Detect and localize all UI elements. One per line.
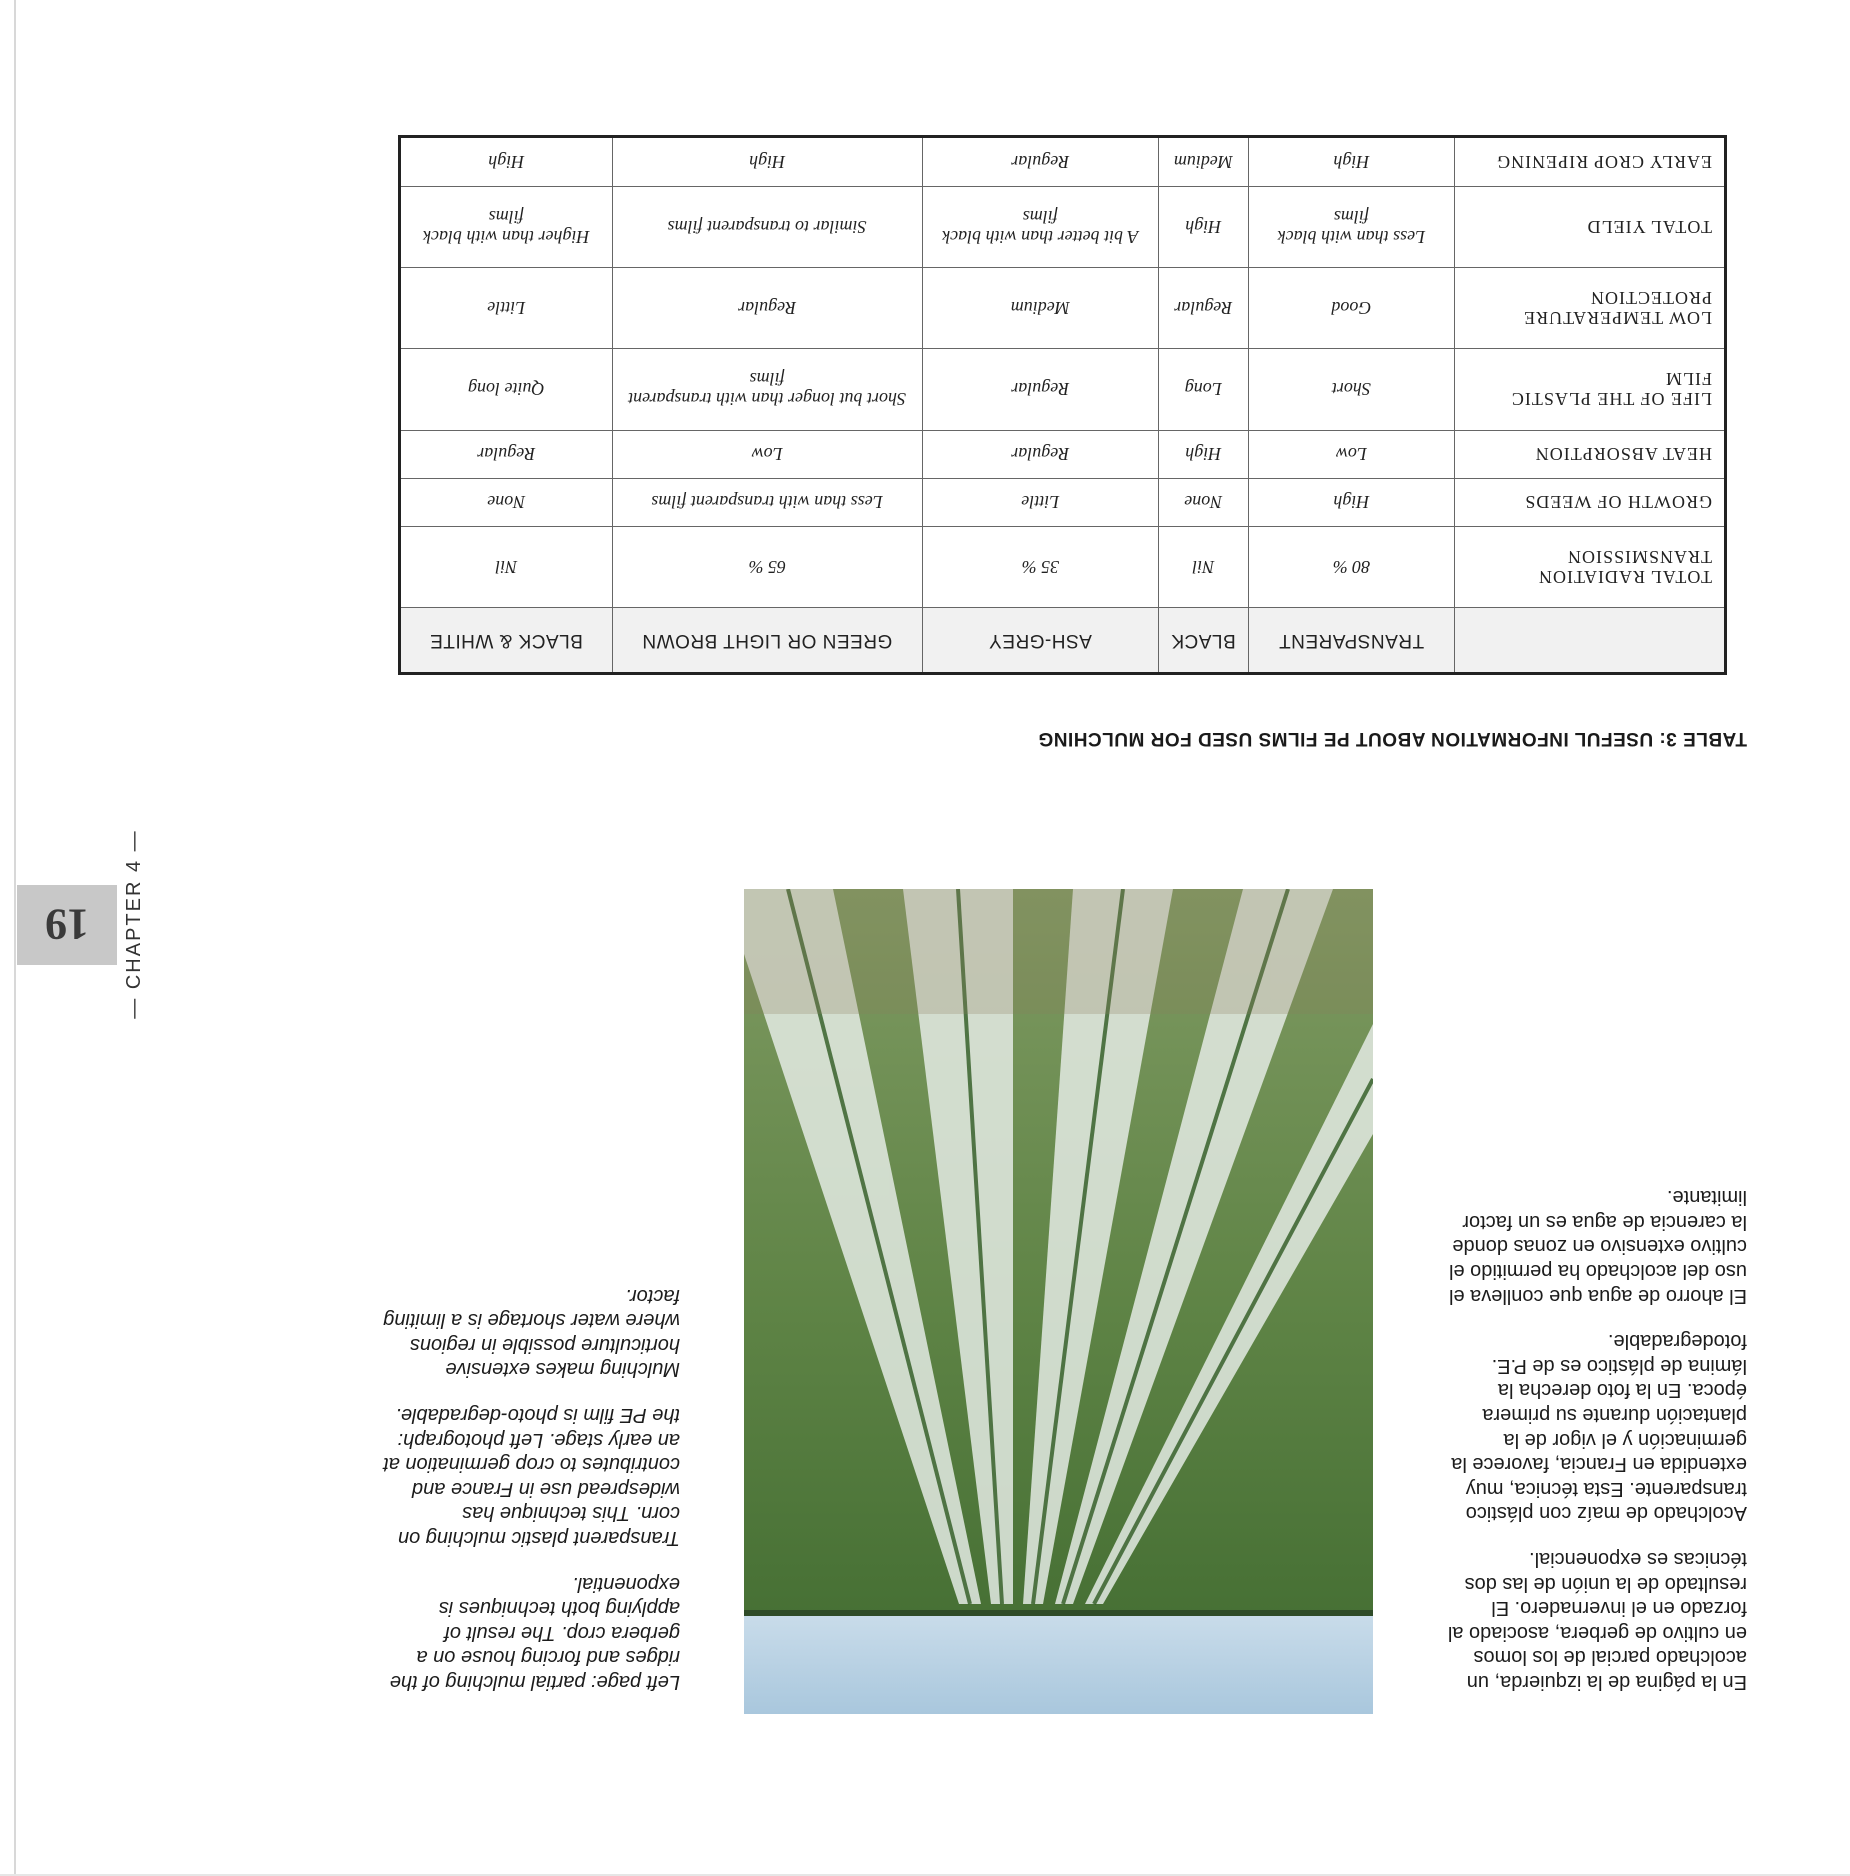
table-cell: Medium — [922, 268, 1158, 349]
table-cell: Regular — [922, 137, 1158, 187]
pe-films-table — [398, 135, 1727, 675]
row-label: LOW TEMPERATURE PROTECTION — [1455, 268, 1726, 349]
row-label: GROWTH OF WEEDS — [1455, 478, 1726, 526]
table-cell: Regular — [612, 268, 922, 349]
table-cell: Long — [1158, 349, 1248, 430]
table-cell: Regular — [922, 349, 1158, 430]
table-cell: Low — [612, 430, 922, 478]
table-cell: 80 % — [1248, 526, 1454, 607]
english-paragraph: Mulching makes extensive horticulture possible in regions where water shortage is a limiting factor. — [383, 1284, 680, 1381]
header-cell-transparent: TRANSPARENT — [1248, 608, 1454, 674]
row-label: TOTAL YIELD — [1455, 186, 1726, 267]
table-cell: Short — [1248, 349, 1454, 430]
table-cell: High — [400, 137, 613, 187]
table-cell: High — [1248, 137, 1454, 187]
table-cell: Little — [400, 268, 613, 349]
table-cell: A bit better than with black films — [922, 186, 1158, 267]
table-cell: None — [400, 478, 613, 526]
header-cell-black-and-white: BLACK & WHITE — [400, 608, 613, 674]
table-row — [400, 137, 1726, 187]
spanish-paragraph: En la página de la izquierda, un acolchado parcial de los lomos en cultivo de gerbera, asociado al forzado en el invernadero. El resultado de la unión de las dos técnicas es exponencial. — [1447, 1548, 1747, 1693]
corn-mulch-photo — [744, 889, 1373, 1714]
row-label: TOTAL RADIATION TRANSMISSION — [1455, 526, 1726, 607]
header-cell-ash-grey: ASH-GREY — [922, 608, 1158, 674]
table-cell: High — [1158, 430, 1248, 478]
english-paragraph: Left page: partial mulching of the ridges and forcing house on a gerbera crop. The result of applying both techniques is exponential. — [389, 1572, 680, 1693]
row-label: EARLY CROP RIPENING — [1455, 137, 1726, 187]
table-cell: Similar to transparent films — [612, 186, 922, 267]
english-caption-column — [380, 1262, 680, 1694]
table-cell: Low — [1248, 430, 1454, 478]
header-cell-black: BLACK — [1158, 608, 1248, 674]
table-row — [400, 349, 1726, 430]
page-number: 19 — [45, 900, 89, 950]
row-label: LIFE OF THE PLASTIC FILM — [1455, 349, 1726, 430]
table-cell: Quite long — [400, 349, 613, 430]
table-row — [400, 186, 1726, 267]
table-cell: Nil — [400, 526, 613, 607]
table-cell: None — [1158, 478, 1248, 526]
soil-foreground — [744, 889, 1373, 1014]
table-cell: Medium — [1158, 137, 1248, 187]
table-cell: High — [1158, 186, 1248, 267]
table-row — [400, 430, 1726, 478]
spanish-paragraph: Acolchado de maíz con plástico transparente. Esta técnica, muy extendida en Francia, favorece la germinación y el vigor de la plantación durante su primera época. En la foto derecha la lámina de plástico es de P.E. fotodegradable. — [1451, 1330, 1747, 1525]
table-cell: Regular — [922, 430, 1158, 478]
sky — [744, 1614, 1373, 1714]
table-cell: Good — [1248, 268, 1454, 349]
page-number-tab — [17, 885, 117, 965]
table-cell: Higher than with black films — [400, 186, 613, 267]
table-cell: 65 % — [612, 526, 922, 607]
header-cell-empty — [1455, 608, 1726, 674]
table-cell: 35 % — [922, 526, 1158, 607]
table-cell: Little — [922, 478, 1158, 526]
header-cell-green-or-light-brown: GREEN OR LIGHT BROWN — [612, 608, 922, 674]
photo-illustration — [744, 889, 1373, 1714]
table-row — [400, 526, 1726, 607]
english-paragraph: Transparent plastic mulching on corn. This technique has widespread use in France and contributes to crop germination at an early stage. Left photograph: the PE film is photo-degradable. — [383, 1404, 680, 1550]
table-row — [400, 478, 1726, 526]
table-row — [400, 268, 1726, 349]
table-header-row — [400, 608, 1726, 674]
table-cell: Less than with transparent films — [612, 478, 922, 526]
table-cell: Nil — [1158, 526, 1248, 607]
table-cell: Regular — [1158, 268, 1248, 349]
table-cell: High — [1248, 478, 1454, 526]
table-cell: Short but longer than with transparent films — [612, 349, 922, 430]
chapter-label: — CHAPTER 4 — — [123, 829, 145, 1019]
page-edge-line — [14, 0, 16, 1876]
spanish-paragraph: El ahorro de agua que conlleva el uso del acolchado ha permitido el cultivo extensivo en zonas donde la carencia de agua es un factor limitante. — [1449, 1186, 1747, 1307]
spanish-text-column — [1447, 1164, 1747, 1694]
horizon-tree-line — [744, 1610, 1373, 1616]
row-label: HEAT ABSORPTION — [1455, 430, 1726, 478]
table-cell: Less than with black films — [1248, 186, 1454, 267]
table-title: TABLE 3: USEFUL INFORMATION ABOUT PE FILMS USED FOR MULCHING — [1037, 728, 1747, 749]
table-cell: High — [612, 137, 922, 187]
table-cell: Regular — [400, 430, 613, 478]
